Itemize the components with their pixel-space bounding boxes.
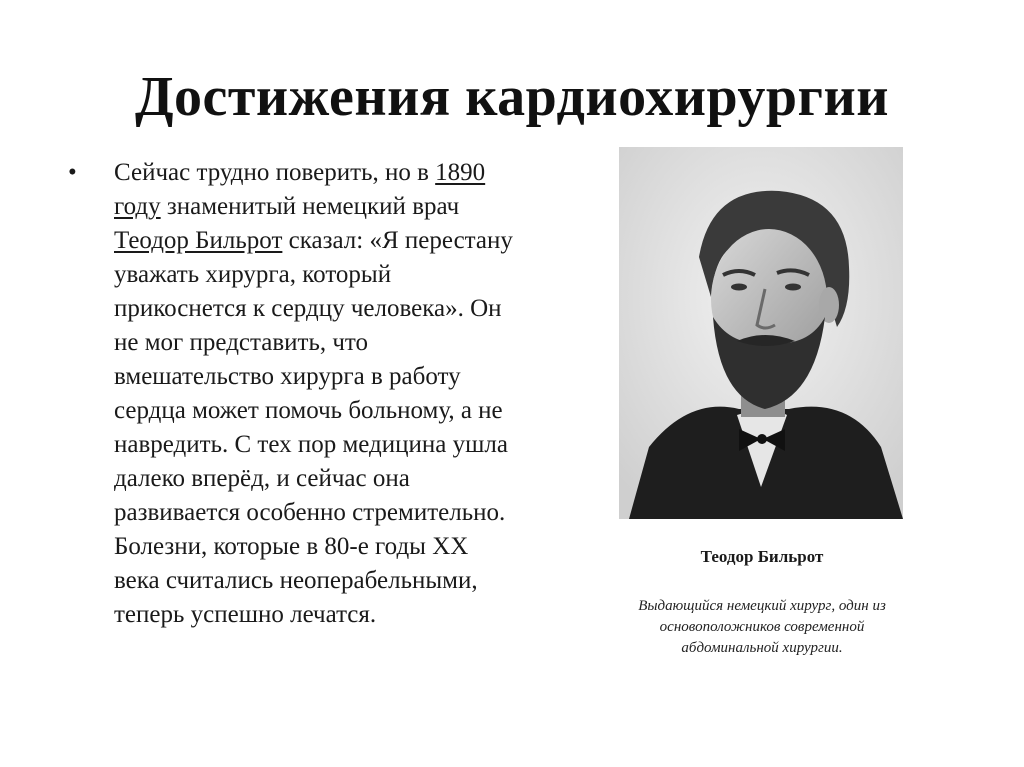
portrait-description: Выдающийся немецкий хирург, один из основоположников современной абдоминальной хирургии. [638,598,886,656]
portrait-photo [619,147,903,519]
text-segment: сказал: «Я перестану уважать хирурга, который прикоснется к сердцу человека». Он не мог представить, что вмешательство хирурга в работу сердца может помочь больному, а не навредить. С тех пор медицина ушла далеко вперёд, и сейчас она развивается особенно стремительно. Болезни, которые в 80-е годы XX века считались неоперабельными, теперь успешно лечатся. [114,227,513,628]
billroth-link[interactable]: Теодор Бильрот [114,227,283,254]
bullet-marker: • [68,159,77,186]
bullet-text [114,156,514,632]
text-segment: знаменитый немецкий врач [160,193,460,220]
portrait-illustration [619,147,903,519]
slide-title: Достижения кардиохирургии [134,66,889,128]
text-segment: Сейчас трудно поверить, но в [114,159,436,186]
year-link[interactable]: 1890 году [114,159,486,220]
portrait-name: Теодор Бильрот [700,547,824,566]
